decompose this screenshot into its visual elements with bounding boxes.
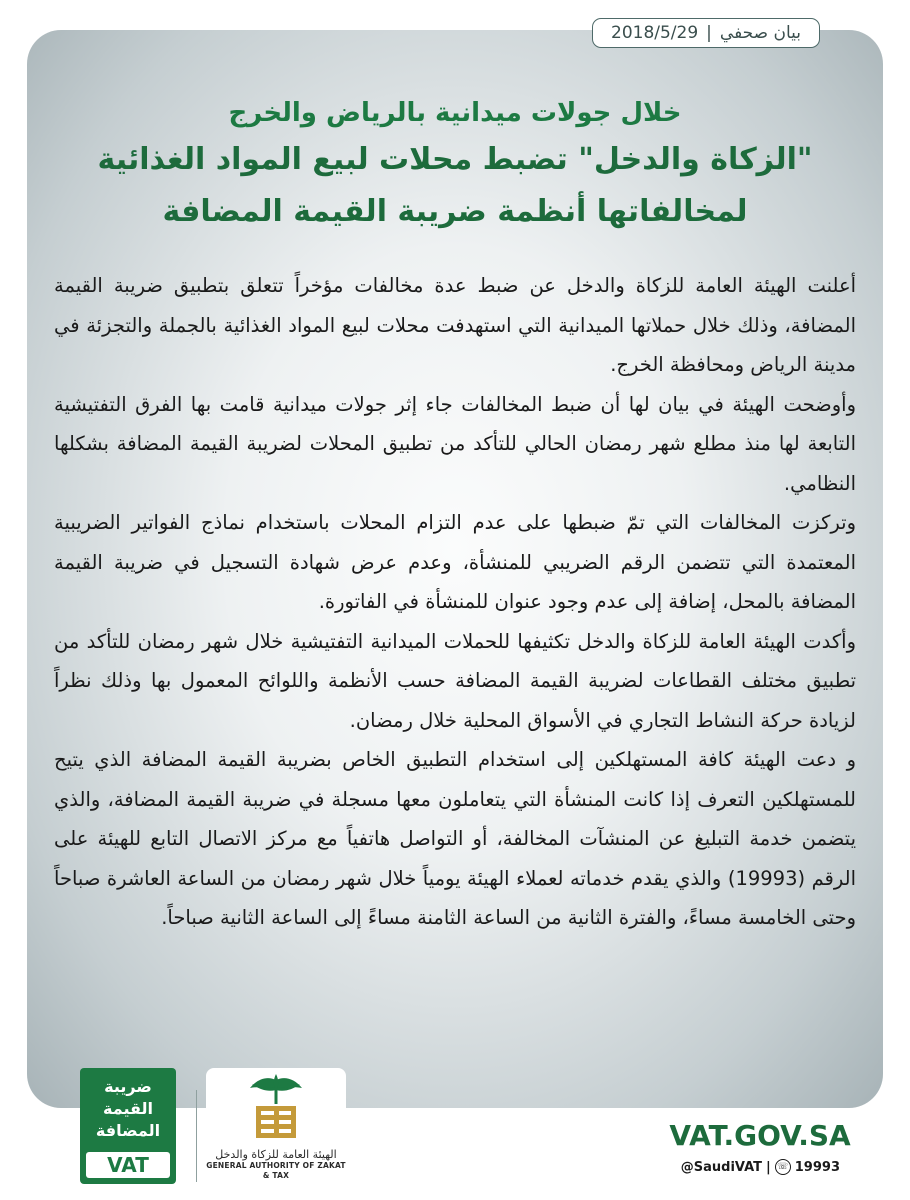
phone-number[interactable]: 19993 <box>794 1159 840 1175</box>
paragraph-3: وتركزت المخالفات التي تمّ ضبطها على عدم التزام المحلات باستخدام نماذج الفواتير الضريبية المعتمدة التي تتضمن الرقم الضريبي للمنشأة، وعدم عرض شهادة التسجيل في ضريبة القيمة المضافة بالمحل، إضافة إلى عدم وجود عنوان للمنشأة في الفاتورة. <box>54 511 856 613</box>
paragraph-5: و دعت الهيئة كافة المستهلكين إلى استخدام التطبيق الخاص بضريبة القيمة المضافة الذي يتيح للمستهلكين التعرف إذا كانت المنشأة التي يتعاملون معها مسجلة في ضريبة القيمة المضافة، والذي يتضمن خدمة التبليغ عن المنشآت المخالفة، أو التواصل هاتفياً مع مركز الاتصال التابع للهيئة على الرقم (19993) والذي يقدم خدماته لعملاء الهيئة يومياً خلال شهر رمضان من الساعة العاشرة صباحاً وحتى الخامسة مساءً، والفترة الثانية من الساعة الثامنة مساءً إلى الساعة الثانية صباحاً. <box>54 748 856 929</box>
authority-arabic-name: الهيئة العامة للزكاة والدخل <box>215 1148 337 1161</box>
phone-icon: ☏ <box>775 1159 791 1175</box>
vat-logo <box>80 1068 176 1184</box>
logo-divider <box>196 1090 197 1182</box>
website-link[interactable]: VAT.GOV.SA <box>669 1118 851 1152</box>
vat-logo-word: VAT <box>86 1152 170 1178</box>
twitter-handle[interactable]: @SaudiVAT <box>680 1159 763 1175</box>
press-release-tag <box>592 18 820 48</box>
release-date: 2018/5/29 <box>611 23 699 43</box>
contact-separator: | <box>766 1159 771 1175</box>
vat-logo-arabic <box>80 1068 176 1142</box>
authority-english-name: GENERAL AUTHORITY OF ZAKAT & TAX <box>206 1161 346 1180</box>
press-release-label: بيان صحفي <box>719 23 802 43</box>
palm-emblem-icon <box>240 1072 312 1148</box>
vat-logo-line3: المضافة <box>95 1121 161 1140</box>
paragraph-1: أعلنت الهيئة العامة للزكاة والدخل عن ضبط عدة مخالفات مؤخراً تتعلق بتطبيق ضريبة القيمة المضافة، وذلك خلال حملاتها الميدانية التي استهدفت محلات لبيع المواد الغذائية بالجملة والتجزئة في مدينة الرياض ومحافظة الخرج. <box>54 274 856 376</box>
vat-logo-line1: ضريبة <box>104 1077 152 1096</box>
tag-separator: | <box>706 23 712 43</box>
headline-subtitle: خلال جولات ميدانية بالرياض والخرج <box>228 98 682 128</box>
vat-logo-line2: القيمة <box>103 1099 153 1118</box>
headline <box>60 92 850 238</box>
authority-logo <box>206 1068 346 1188</box>
headline-main-line2: لمخالفاتها أنظمة ضريبة القيمة المضافة <box>162 194 748 229</box>
headline-main-line1: "الزكاة والدخل" تضبط محلات لبيع المواد الغذائية <box>97 142 813 177</box>
contact-info <box>680 1156 840 1178</box>
press-release-body <box>54 266 856 938</box>
paragraph-4: وأكدت الهيئة العامة للزكاة والدخل تكثيفها للحملات الميدانية التفتيشية خلال شهر رمضان للتأكد من تطبيق مختلف القطاعات لضريبة القيمة المضافة حسب الأنظمة واللوائح المعمول بها وذلك نظراً لزيادة حركة النشاط التجاري في الأسواق المحلية خلال رمضان. <box>54 629 856 732</box>
paragraph-2: وأوضحت الهيئة في بيان لها أن ضبط المخالفات جاء إثر جولات ميدانية قامت بها الفرق التفتيشية التابعة لها منذ مطلع شهر رمضان الحالي للتأكد من تطبيق المحلات لضريبة القيمة المضافة بشكلها النظامي. <box>54 392 856 495</box>
